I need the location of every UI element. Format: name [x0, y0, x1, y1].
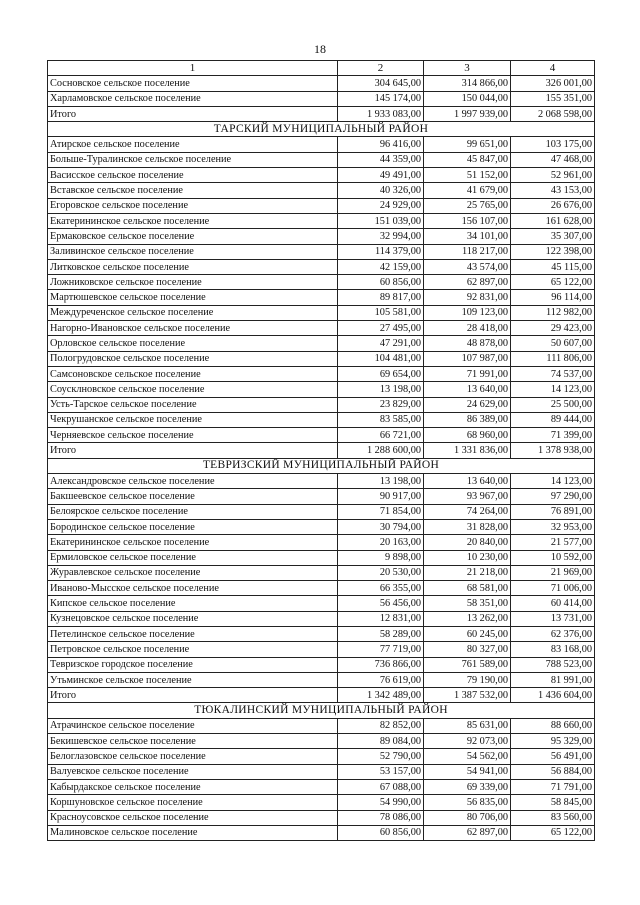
- amount-col-4: 326 001,00: [511, 76, 595, 91]
- amount-col-3: 13 640,00: [424, 382, 511, 397]
- table-row: [48, 519, 595, 534]
- settlement-name: Васисское сельское поселение: [48, 168, 338, 183]
- amount-col-4: 112 982,00: [511, 305, 595, 320]
- table-row: [48, 305, 595, 320]
- table-row: [48, 198, 595, 213]
- table-row: [48, 152, 595, 167]
- district-section-row: [48, 458, 595, 473]
- settlement-name: Белоярское сельское поселение: [48, 504, 338, 519]
- amount-col-4: 71 399,00: [511, 428, 595, 443]
- amount-col-2: 52 790,00: [338, 749, 424, 764]
- amount-col-3: 56 835,00: [424, 795, 511, 810]
- amount-col-2: 76 619,00: [338, 672, 424, 687]
- table-row: [48, 734, 595, 749]
- settlement-name: Красноусовское сельское поселение: [48, 810, 338, 825]
- budget-table: [47, 60, 595, 841]
- amount-col-2: 77 719,00: [338, 642, 424, 657]
- amount-col-2: 40 326,00: [338, 183, 424, 198]
- table-row: [48, 657, 595, 672]
- table-row: [48, 137, 595, 152]
- amount-col-3: 118 217,00: [424, 244, 511, 259]
- amount-col-3: 85 631,00: [424, 718, 511, 733]
- settlement-name: Литковское сельское поселение: [48, 259, 338, 274]
- amount-col-3: 58 351,00: [424, 596, 511, 611]
- table-row: [48, 168, 595, 183]
- amount-col-4: 155 351,00: [511, 91, 595, 106]
- amount-col-2: 104 481,00: [338, 351, 424, 366]
- district-section-row: [48, 703, 595, 718]
- table-row: [48, 76, 595, 91]
- amount-col-4: 21 969,00: [511, 565, 595, 580]
- settlement-name: Кабырдакское сельское поселение: [48, 779, 338, 794]
- amount-col-2: 13 198,00: [338, 382, 424, 397]
- amount-col-3: 314 866,00: [424, 76, 511, 91]
- column-header-4: 4: [511, 61, 595, 76]
- amount-col-4: 14 123,00: [511, 474, 595, 489]
- district-heading: ТЕВРИЗСКИЙ МУНИЦИПАЛЬНЫЙ РАЙОН: [48, 458, 595, 473]
- settlement-name: Малиновское сельское поселение: [48, 825, 338, 840]
- amount-col-4: 89 444,00: [511, 412, 595, 427]
- amount-col-3: 41 679,00: [424, 183, 511, 198]
- amount-col-3: 99 651,00: [424, 137, 511, 152]
- district-section-row: [48, 122, 595, 137]
- settlement-name: Черняевское сельское поселение: [48, 428, 338, 443]
- amount-col-3: 68 960,00: [424, 428, 511, 443]
- amount-col-4: 788 523,00: [511, 657, 595, 672]
- amount-col-3: 79 190,00: [424, 672, 511, 687]
- amount-col-2: 54 990,00: [338, 795, 424, 810]
- amount-col-4: 10 592,00: [511, 550, 595, 565]
- amount-col-3: 24 629,00: [424, 397, 511, 412]
- amount-col-3: 31 828,00: [424, 519, 511, 534]
- amount-col-4: 71 791,00: [511, 779, 595, 794]
- amount-col-4: 35 307,00: [511, 229, 595, 244]
- amount-col-4: 1 436 604,00: [511, 688, 595, 703]
- amount-col-4: 52 961,00: [511, 168, 595, 183]
- table-row: [48, 336, 595, 351]
- table-row: [48, 366, 595, 381]
- amount-col-3: 25 765,00: [424, 198, 511, 213]
- amount-col-3: 51 152,00: [424, 168, 511, 183]
- table-row: [48, 810, 595, 825]
- table-row: [48, 290, 595, 305]
- settlement-name: Кипское сельское поселение: [48, 596, 338, 611]
- table-row: [48, 213, 595, 228]
- amount-col-2: 27 495,00: [338, 321, 424, 336]
- amount-col-2: 151 039,00: [338, 213, 424, 228]
- settlement-name: Егоровское сельское поселение: [48, 198, 338, 213]
- amount-col-2: 9 898,00: [338, 550, 424, 565]
- amount-col-2: 42 159,00: [338, 259, 424, 274]
- amount-col-2: 20 163,00: [338, 535, 424, 550]
- settlement-name: Петровское сельское поселение: [48, 642, 338, 657]
- settlement-name: Заливинское сельское поселение: [48, 244, 338, 259]
- amount-col-3: 13 640,00: [424, 474, 511, 489]
- amount-col-4: 71 006,00: [511, 581, 595, 596]
- amount-col-4: 81 991,00: [511, 672, 595, 687]
- amount-col-2: 89 084,00: [338, 734, 424, 749]
- amount-col-3: 69 339,00: [424, 779, 511, 794]
- amount-col-3: 13 262,00: [424, 611, 511, 626]
- column-header-1: 1: [48, 61, 338, 76]
- table-body: [48, 61, 595, 841]
- amount-col-4: 32 953,00: [511, 519, 595, 534]
- settlement-name: Валуевское сельское поселение: [48, 764, 338, 779]
- district-heading: ТЮКАЛИНСКИЙ МУНИЦИПАЛЬНЫЙ РАЙОН: [48, 703, 595, 718]
- amount-col-2: 58 289,00: [338, 626, 424, 641]
- amount-col-2: 66 355,00: [338, 581, 424, 596]
- amount-col-2: 66 721,00: [338, 428, 424, 443]
- amount-col-2: 47 291,00: [338, 336, 424, 351]
- amount-col-4: 43 153,00: [511, 183, 595, 198]
- table-row: [48, 550, 595, 565]
- amount-col-2: 60 856,00: [338, 825, 424, 840]
- amount-col-4: 95 329,00: [511, 734, 595, 749]
- table-row: [48, 244, 595, 259]
- amount-col-3: 62 897,00: [424, 825, 511, 840]
- settlement-name: Атирское сельское поселение: [48, 137, 338, 152]
- amount-col-4: 122 398,00: [511, 244, 595, 259]
- table-row: [48, 474, 595, 489]
- table-row: [48, 596, 595, 611]
- amount-col-3: 60 245,00: [424, 626, 511, 641]
- amount-col-3: 45 847,00: [424, 152, 511, 167]
- settlement-name: Бекишевское сельское поселение: [48, 734, 338, 749]
- table-row: [48, 672, 595, 687]
- amount-col-3: 1 997 939,00: [424, 106, 511, 121]
- amount-col-4: 96 114,00: [511, 290, 595, 305]
- settlement-name: Екатерининское сельское поселение: [48, 535, 338, 550]
- amount-col-4: 14 123,00: [511, 382, 595, 397]
- settlement-name: Екатерининское сельское поселение: [48, 213, 338, 228]
- amount-col-2: 69 654,00: [338, 366, 424, 381]
- settlement-name: Нагорно-Ивановское сельское поселение: [48, 321, 338, 336]
- amount-col-3: 107 987,00: [424, 351, 511, 366]
- amount-col-3: 21 218,00: [424, 565, 511, 580]
- table-row: [48, 397, 595, 412]
- amount-col-2: 30 794,00: [338, 519, 424, 534]
- amount-col-2: 12 831,00: [338, 611, 424, 626]
- amount-col-3: 92 073,00: [424, 734, 511, 749]
- total-label: Итого: [48, 443, 338, 458]
- amount-col-4: 83 560,00: [511, 810, 595, 825]
- amount-col-2: 23 829,00: [338, 397, 424, 412]
- table-header-row: [48, 61, 595, 76]
- table-row: [48, 504, 595, 519]
- amount-col-3: 43 574,00: [424, 259, 511, 274]
- table-row: [48, 183, 595, 198]
- amount-col-4: 65 122,00: [511, 825, 595, 840]
- settlement-name: Тевризское городское поселение: [48, 657, 338, 672]
- amount-col-4: 76 891,00: [511, 504, 595, 519]
- amount-col-2: 60 856,00: [338, 275, 424, 290]
- amount-col-4: 56 884,00: [511, 764, 595, 779]
- settlement-name: Кузнецовское сельское поселение: [48, 611, 338, 626]
- settlement-name: Утьминское сельское поселение: [48, 672, 338, 687]
- amount-col-2: 114 379,00: [338, 244, 424, 259]
- table-row: [48, 275, 595, 290]
- amount-col-2: 56 456,00: [338, 596, 424, 611]
- amount-col-3: 68 581,00: [424, 581, 511, 596]
- table-row: [48, 795, 595, 810]
- amount-col-4: 103 175,00: [511, 137, 595, 152]
- amount-col-4: 60 414,00: [511, 596, 595, 611]
- table-row: [48, 581, 595, 596]
- amount-col-3: 62 897,00: [424, 275, 511, 290]
- total-row: [48, 443, 595, 458]
- settlement-name: Ложниковское сельское поселение: [48, 275, 338, 290]
- settlement-name: Чекрушанское сельское поселение: [48, 412, 338, 427]
- table-row: [48, 565, 595, 580]
- amount-col-2: 1 933 083,00: [338, 106, 424, 121]
- amount-col-2: 145 174,00: [338, 91, 424, 106]
- amount-col-2: 1 342 489,00: [338, 688, 424, 703]
- amount-col-3: 80 706,00: [424, 810, 511, 825]
- amount-col-4: 88 660,00: [511, 718, 595, 733]
- amount-col-4: 29 423,00: [511, 321, 595, 336]
- table-row: [48, 382, 595, 397]
- settlement-name: Петелинское сельское поселение: [48, 626, 338, 641]
- table-row: [48, 259, 595, 274]
- table-row: [48, 718, 595, 733]
- amount-col-4: 97 290,00: [511, 489, 595, 504]
- table-row: [48, 489, 595, 504]
- amount-col-4: 1 378 938,00: [511, 443, 595, 458]
- amount-col-3: 1 331 836,00: [424, 443, 511, 458]
- settlement-name: Коршуновское сельское поселение: [48, 795, 338, 810]
- settlement-name: Больше-Туралинское сельское поселение: [48, 152, 338, 167]
- amount-col-3: 150 044,00: [424, 91, 511, 106]
- table-row: [48, 412, 595, 427]
- table-row: [48, 321, 595, 336]
- amount-col-2: 96 416,00: [338, 137, 424, 152]
- table-row: [48, 351, 595, 366]
- total-row: [48, 106, 595, 121]
- amount-col-3: 28 418,00: [424, 321, 511, 336]
- amount-col-2: 78 086,00: [338, 810, 424, 825]
- settlement-name: Александровское сельское поселение: [48, 474, 338, 489]
- table-row: [48, 642, 595, 657]
- amount-col-3: 86 389,00: [424, 412, 511, 427]
- table-row: [48, 779, 595, 794]
- settlement-name: Харламовское сельское поселение: [48, 91, 338, 106]
- settlement-name: Сосновское сельское поселение: [48, 76, 338, 91]
- amount-col-4: 2 068 598,00: [511, 106, 595, 121]
- settlement-name: Пологрудовское сельское поселение: [48, 351, 338, 366]
- settlement-name: Междуреченское сельское поселение: [48, 305, 338, 320]
- amount-col-2: 20 530,00: [338, 565, 424, 580]
- amount-col-4: 47 468,00: [511, 152, 595, 167]
- settlement-name: Ермаковское сельское поселение: [48, 229, 338, 244]
- amount-col-3: 93 967,00: [424, 489, 511, 504]
- amount-col-2: 82 852,00: [338, 718, 424, 733]
- amount-col-4: 21 577,00: [511, 535, 595, 550]
- total-label: Итого: [48, 106, 338, 121]
- amount-col-4: 58 845,00: [511, 795, 595, 810]
- amount-col-3: 156 107,00: [424, 213, 511, 228]
- amount-col-2: 304 645,00: [338, 76, 424, 91]
- amount-col-2: 44 359,00: [338, 152, 424, 167]
- amount-col-4: 25 500,00: [511, 397, 595, 412]
- column-header-3: 3: [424, 61, 511, 76]
- table-row: [48, 229, 595, 244]
- amount-col-4: 50 607,00: [511, 336, 595, 351]
- amount-col-4: 83 168,00: [511, 642, 595, 657]
- amount-col-4: 26 676,00: [511, 198, 595, 213]
- settlement-name: Соусклновское сельское поселение: [48, 382, 338, 397]
- amount-col-4: 62 376,00: [511, 626, 595, 641]
- settlement-name: Белоглазовское сельское поселение: [48, 749, 338, 764]
- amount-col-3: 54 941,00: [424, 764, 511, 779]
- settlement-name: Атрачинское сельское поселение: [48, 718, 338, 733]
- amount-col-3: 1 387 532,00: [424, 688, 511, 703]
- amount-col-3: 109 123,00: [424, 305, 511, 320]
- amount-col-4: 45 115,00: [511, 259, 595, 274]
- settlement-name: Бакшеевское сельское поселение: [48, 489, 338, 504]
- amount-col-4: 161 628,00: [511, 213, 595, 228]
- amount-col-3: 34 101,00: [424, 229, 511, 244]
- amount-col-2: 89 817,00: [338, 290, 424, 305]
- amount-col-3: 74 264,00: [424, 504, 511, 519]
- amount-col-4: 56 491,00: [511, 749, 595, 764]
- settlement-name: Мартюшевское сельское поселение: [48, 290, 338, 305]
- amount-col-3: 48 878,00: [424, 336, 511, 351]
- district-heading: ТАРСКИЙ МУНИЦИПАЛЬНЫЙ РАЙОН: [48, 122, 595, 137]
- table-row: [48, 428, 595, 443]
- amount-col-3: 10 230,00: [424, 550, 511, 565]
- amount-col-3: 71 991,00: [424, 366, 511, 381]
- amount-col-4: 74 537,00: [511, 366, 595, 381]
- table-row: [48, 535, 595, 550]
- amount-col-2: 32 994,00: [338, 229, 424, 244]
- settlement-name: Бородинское сельское поселение: [48, 519, 338, 534]
- total-row: [48, 688, 595, 703]
- settlement-name: Иваново-Мысское сельское поселение: [48, 581, 338, 596]
- table-row: [48, 764, 595, 779]
- settlement-name: Усть-Тарское сельское поселение: [48, 397, 338, 412]
- amount-col-2: 736 866,00: [338, 657, 424, 672]
- amount-col-3: 761 589,00: [424, 657, 511, 672]
- amount-col-4: 111 806,00: [511, 351, 595, 366]
- page-number: 18: [314, 42, 326, 56]
- column-header-2: 2: [338, 61, 424, 76]
- amount-col-2: 83 585,00: [338, 412, 424, 427]
- amount-col-2: 49 491,00: [338, 168, 424, 183]
- table-row: [48, 626, 595, 641]
- amount-col-2: 67 088,00: [338, 779, 424, 794]
- amount-col-4: 65 122,00: [511, 275, 595, 290]
- table-row: [48, 611, 595, 626]
- amount-col-2: 71 854,00: [338, 504, 424, 519]
- settlement-name: Журавлевское сельское поселение: [48, 565, 338, 580]
- table-row: [48, 749, 595, 764]
- amount-col-2: 90 917,00: [338, 489, 424, 504]
- total-label: Итого: [48, 688, 338, 703]
- amount-col-4: 13 731,00: [511, 611, 595, 626]
- table-row: [48, 825, 595, 840]
- amount-col-2: 53 157,00: [338, 764, 424, 779]
- amount-col-3: 54 562,00: [424, 749, 511, 764]
- amount-col-3: 80 327,00: [424, 642, 511, 657]
- amount-col-2: 1 288 600,00: [338, 443, 424, 458]
- amount-col-2: 24 929,00: [338, 198, 424, 213]
- amount-col-3: 92 831,00: [424, 290, 511, 305]
- settlement-name: Ермиловское сельское поселение: [48, 550, 338, 565]
- settlement-name: Самсоновское сельское поселение: [48, 366, 338, 381]
- amount-col-2: 105 581,00: [338, 305, 424, 320]
- amount-col-2: 13 198,00: [338, 474, 424, 489]
- settlement-name: Вставское сельское поселение: [48, 183, 338, 198]
- settlement-name: Орловское сельское поселение: [48, 336, 338, 351]
- amount-col-3: 20 840,00: [424, 535, 511, 550]
- table-row: [48, 91, 595, 106]
